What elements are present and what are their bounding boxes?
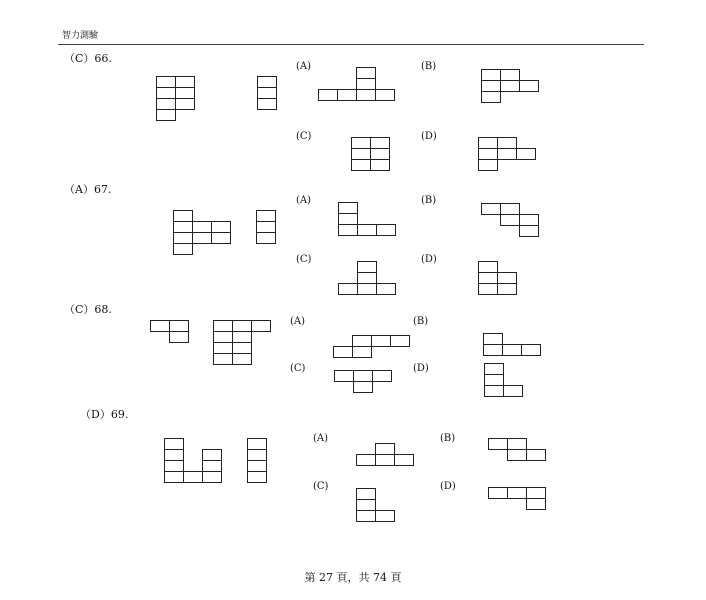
block-cell (526, 498, 546, 510)
q69-option-c-label: (C) (313, 481, 329, 492)
q68-option-b-label: (B) (413, 316, 429, 327)
block-cell (202, 471, 222, 483)
block-cell (526, 449, 546, 461)
block-cell (370, 159, 390, 171)
block-cell (318, 89, 338, 101)
block-cell (164, 471, 184, 483)
block-cell (497, 148, 517, 160)
q66-option-d-label: (D) (421, 131, 437, 142)
block-cell (183, 471, 203, 483)
block-cell (478, 283, 498, 295)
block-cell (351, 159, 371, 171)
block-cell (150, 320, 170, 332)
block-cell (503, 385, 523, 397)
block-cell (375, 89, 395, 101)
block-cell (211, 232, 231, 244)
q66-option-b-label: (B) (421, 61, 437, 72)
block-cell (357, 283, 377, 295)
block-cell (394, 454, 414, 466)
block-cell (488, 487, 508, 499)
block-cell (333, 346, 353, 358)
block-cell (257, 98, 277, 110)
block-cell (156, 109, 176, 121)
block-cell (521, 344, 541, 356)
block-cell (356, 89, 376, 101)
block-cell (247, 471, 267, 483)
block-cell (488, 438, 508, 450)
q66-option-c-label: (C) (296, 131, 312, 142)
block-cell (175, 98, 195, 110)
q67-option-a-label: (A) (296, 195, 312, 206)
block-cell (481, 203, 501, 215)
block-cell (500, 80, 520, 92)
block-cell (376, 283, 396, 295)
q68-option-a-label: (A) (290, 316, 306, 327)
q69-option-a-label: (A) (313, 433, 329, 444)
block-cell (483, 344, 503, 356)
block-cell (375, 510, 395, 522)
block-cell (502, 344, 522, 356)
block-cell (500, 214, 520, 226)
block-cell (213, 353, 233, 365)
block-cell (338, 283, 358, 295)
page-footer: 第 27 頁，共 74 頁 (304, 571, 402, 584)
block-cell (481, 91, 501, 103)
block-cell (232, 353, 252, 365)
q67-option-b-label: (B) (421, 195, 437, 206)
block-cell (251, 320, 271, 332)
block-cell (169, 331, 189, 343)
block-cell (516, 148, 536, 160)
block-cell (338, 224, 358, 236)
block-cell (390, 335, 410, 347)
q69-option-d-label: (D) (440, 481, 456, 492)
block-cell (352, 346, 372, 358)
block-cell (357, 224, 377, 236)
block-cell (356, 510, 376, 522)
q69-option-b-label: (B) (440, 433, 456, 444)
page-header-title: 智力測驗 (62, 31, 99, 41)
block-cell (507, 449, 527, 461)
block-cell (356, 454, 376, 466)
block-cell (497, 283, 517, 295)
q67-option-d-label: (D) (421, 254, 437, 265)
q68-option-c-label: (C) (290, 363, 306, 374)
block-cell (372, 370, 392, 382)
block-cell (376, 224, 396, 236)
block-cell (353, 381, 373, 393)
block-cell (334, 370, 354, 382)
q67-option-c-label: (C) (296, 254, 312, 265)
q68-option-d-label: (D) (413, 363, 429, 374)
question-label-67: （A）67. (64, 183, 112, 196)
block-cell (371, 335, 391, 347)
block-cell (478, 159, 498, 171)
question-label-68: （C）68. (64, 303, 112, 316)
header-rule (58, 44, 644, 45)
block-cell (484, 385, 504, 397)
question-label-66: （C）66. (64, 52, 112, 65)
block-cell (173, 243, 193, 255)
q66-option-a-label: (A) (296, 61, 312, 72)
block-cell (337, 89, 357, 101)
block-cell (519, 80, 539, 92)
question-label-69: （D）69. (80, 408, 129, 421)
block-cell (256, 232, 276, 244)
block-cell (192, 232, 212, 244)
block-cell (507, 487, 527, 499)
block-cell (375, 454, 395, 466)
block-cell (519, 225, 539, 237)
